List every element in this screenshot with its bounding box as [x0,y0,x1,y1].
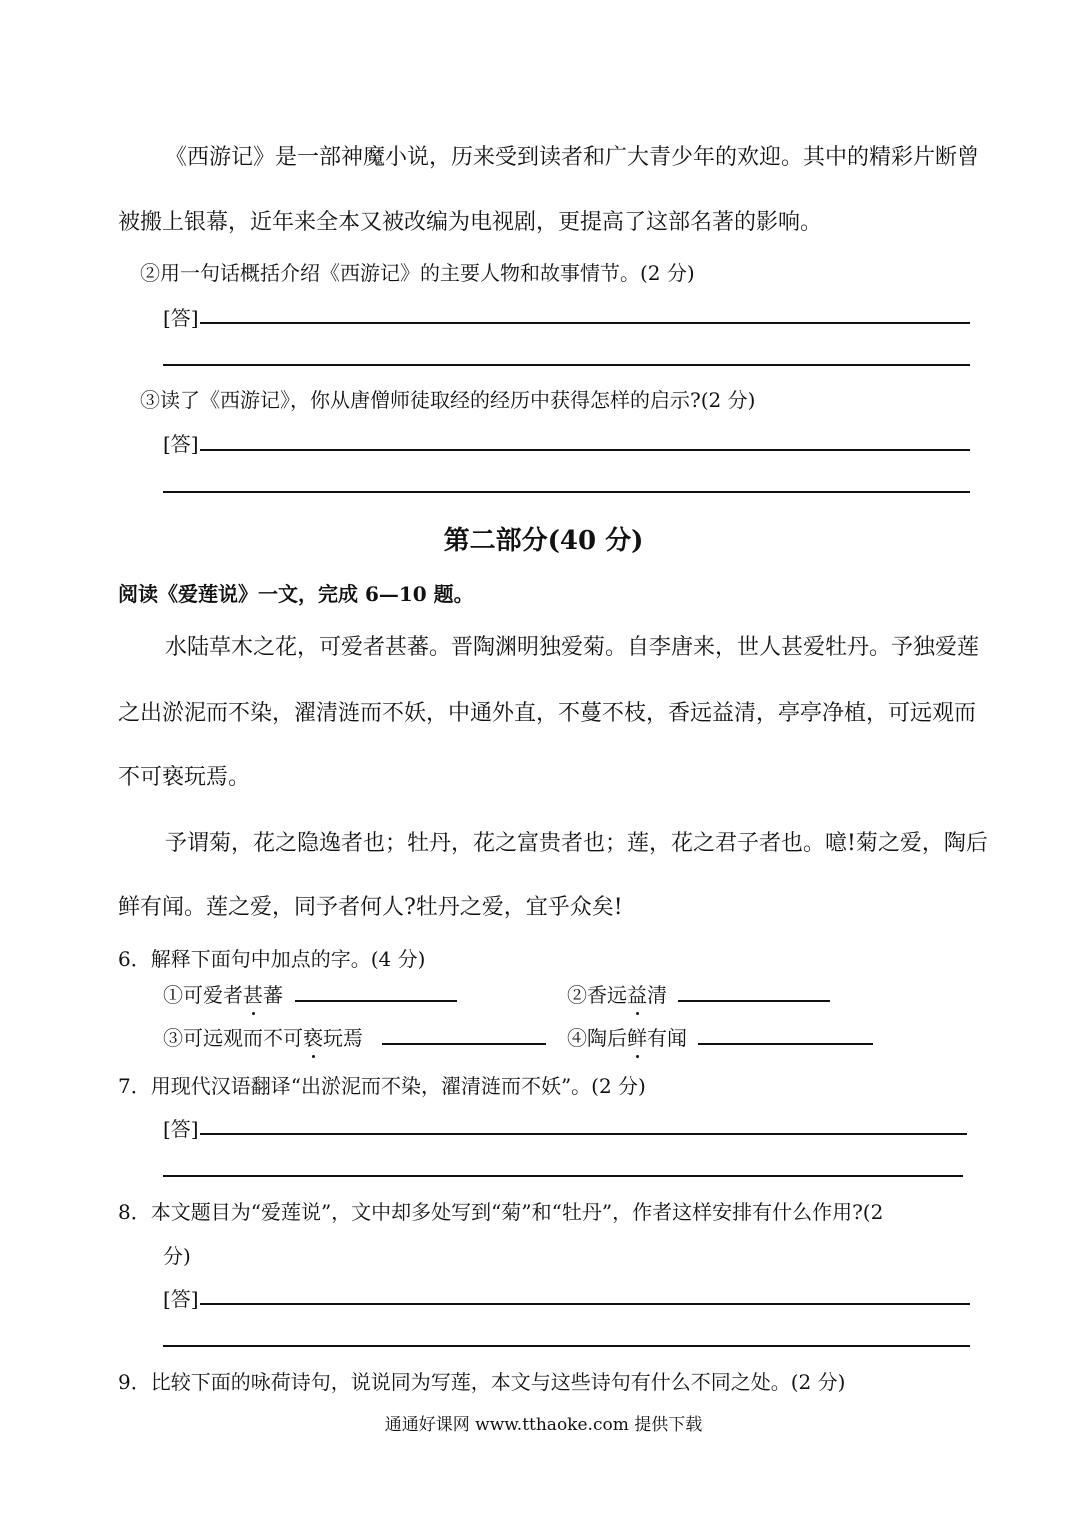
section-title: 第二部分(40 分) [443,526,644,556]
passage-line: 不可亵玩焉。 [118,765,251,790]
answer-line[interactable] [200,1133,967,1135]
answer-line[interactable] [163,1175,963,1177]
question-8-line-2: 分) [163,1244,191,1268]
question-7: 7．用现代汉语翻译“出淤泥而不染，濯清涟而不妖”。(2 分) [118,1074,646,1098]
answer-label: [答] [163,306,199,330]
q6-item-text: 玩焉 [323,1026,363,1050]
answer-label: [答] [163,432,199,456]
q6-item-1 [163,979,283,1008]
reading-instruction: 阅读《爱莲说》一文，完成 6—10 题。 [118,582,474,606]
page-footer: 通通好课网 www.tthaoke.com 提供下载 [384,1415,703,1435]
passage-line: 水陆草木之花，可爱者甚蕃。晋陶渊明独爱菊。自李唐来，世人甚爱牡丹。予独爱莲 [165,635,980,660]
dotted-char: 鲜 [627,1026,647,1050]
answer-line[interactable] [163,1345,970,1347]
q6-answer-line[interactable] [698,1043,873,1045]
q6-item-text: ②香远 [567,983,627,1007]
answer-line[interactable] [200,1303,970,1305]
answer-line[interactable] [163,491,970,493]
dotted-char: 甚 [243,983,263,1007]
answer-line[interactable] [200,449,970,451]
q6-item-text: ③可远观而不可 [163,1026,303,1050]
question-8-line-1: 8．本文题目为“爱莲说”，文中却多处写到“菊”和“牡丹”，作者这样安排有什么作用?(2 [118,1200,884,1224]
dotted-char: 亵 [303,1026,323,1050]
dotted-char: 益 [627,983,647,1007]
passage-line: 之出淤泥而不染，濯清涟而不妖，中通外直，不蔓不枝，香远益清，亭亭净植，可远观而 [118,701,977,726]
answer-line[interactable] [200,322,970,324]
question-6: 6．解释下面句中加点的字。(4 分) [118,947,426,971]
q6-item-3 [163,1022,363,1051]
intro-line-1: 《西游记》是一部神魔小说，历来受到读者和广大青少年的欢迎。其中的精彩片断曾 [165,145,980,170]
q6-answer-line[interactable] [295,1000,457,1002]
q6-item-text: 清 [647,983,667,1007]
answer-line[interactable] [163,364,970,366]
answer-label: [答] [163,1117,199,1141]
passage-line: 鲜有闻。莲之爱，同予者何人?牡丹之爱，宜乎众矣! [118,895,623,920]
q6-item-text: 蕃 [263,983,283,1007]
passage-line: 予谓菊，花之隐逸者也；牡丹，花之富贵者也；莲，花之君子者也。噫!菊之爱，陶后 [165,831,988,856]
q6-answer-line[interactable] [678,1000,830,1002]
question-2: ②用一句话概括介绍《西游记》的主要人物和故事情节。(2 分) [140,261,695,285]
q6-answer-line[interactable] [382,1043,546,1045]
question-9: 9．比较下面的咏荷诗句，说说同为写莲，本文与这些诗句有什么不同之处。(2 分) [118,1370,846,1394]
intro-line-2: 被搬上银幕，近年来全本又被改编为电视剧，更提高了这部名著的影响。 [118,210,823,235]
q6-item-text: 有闻 [647,1026,687,1050]
q6-item-4 [567,1022,687,1051]
q6-item-text: ④陶后 [567,1026,627,1050]
q6-item-text: ①可爱者 [163,983,243,1007]
question-3: ③读了《西游记》，你从唐僧师徒取经的经历中获得怎样的启示?(2 分) [140,388,756,412]
q6-item-2 [567,979,667,1008]
answer-label: [答] [163,1287,199,1311]
